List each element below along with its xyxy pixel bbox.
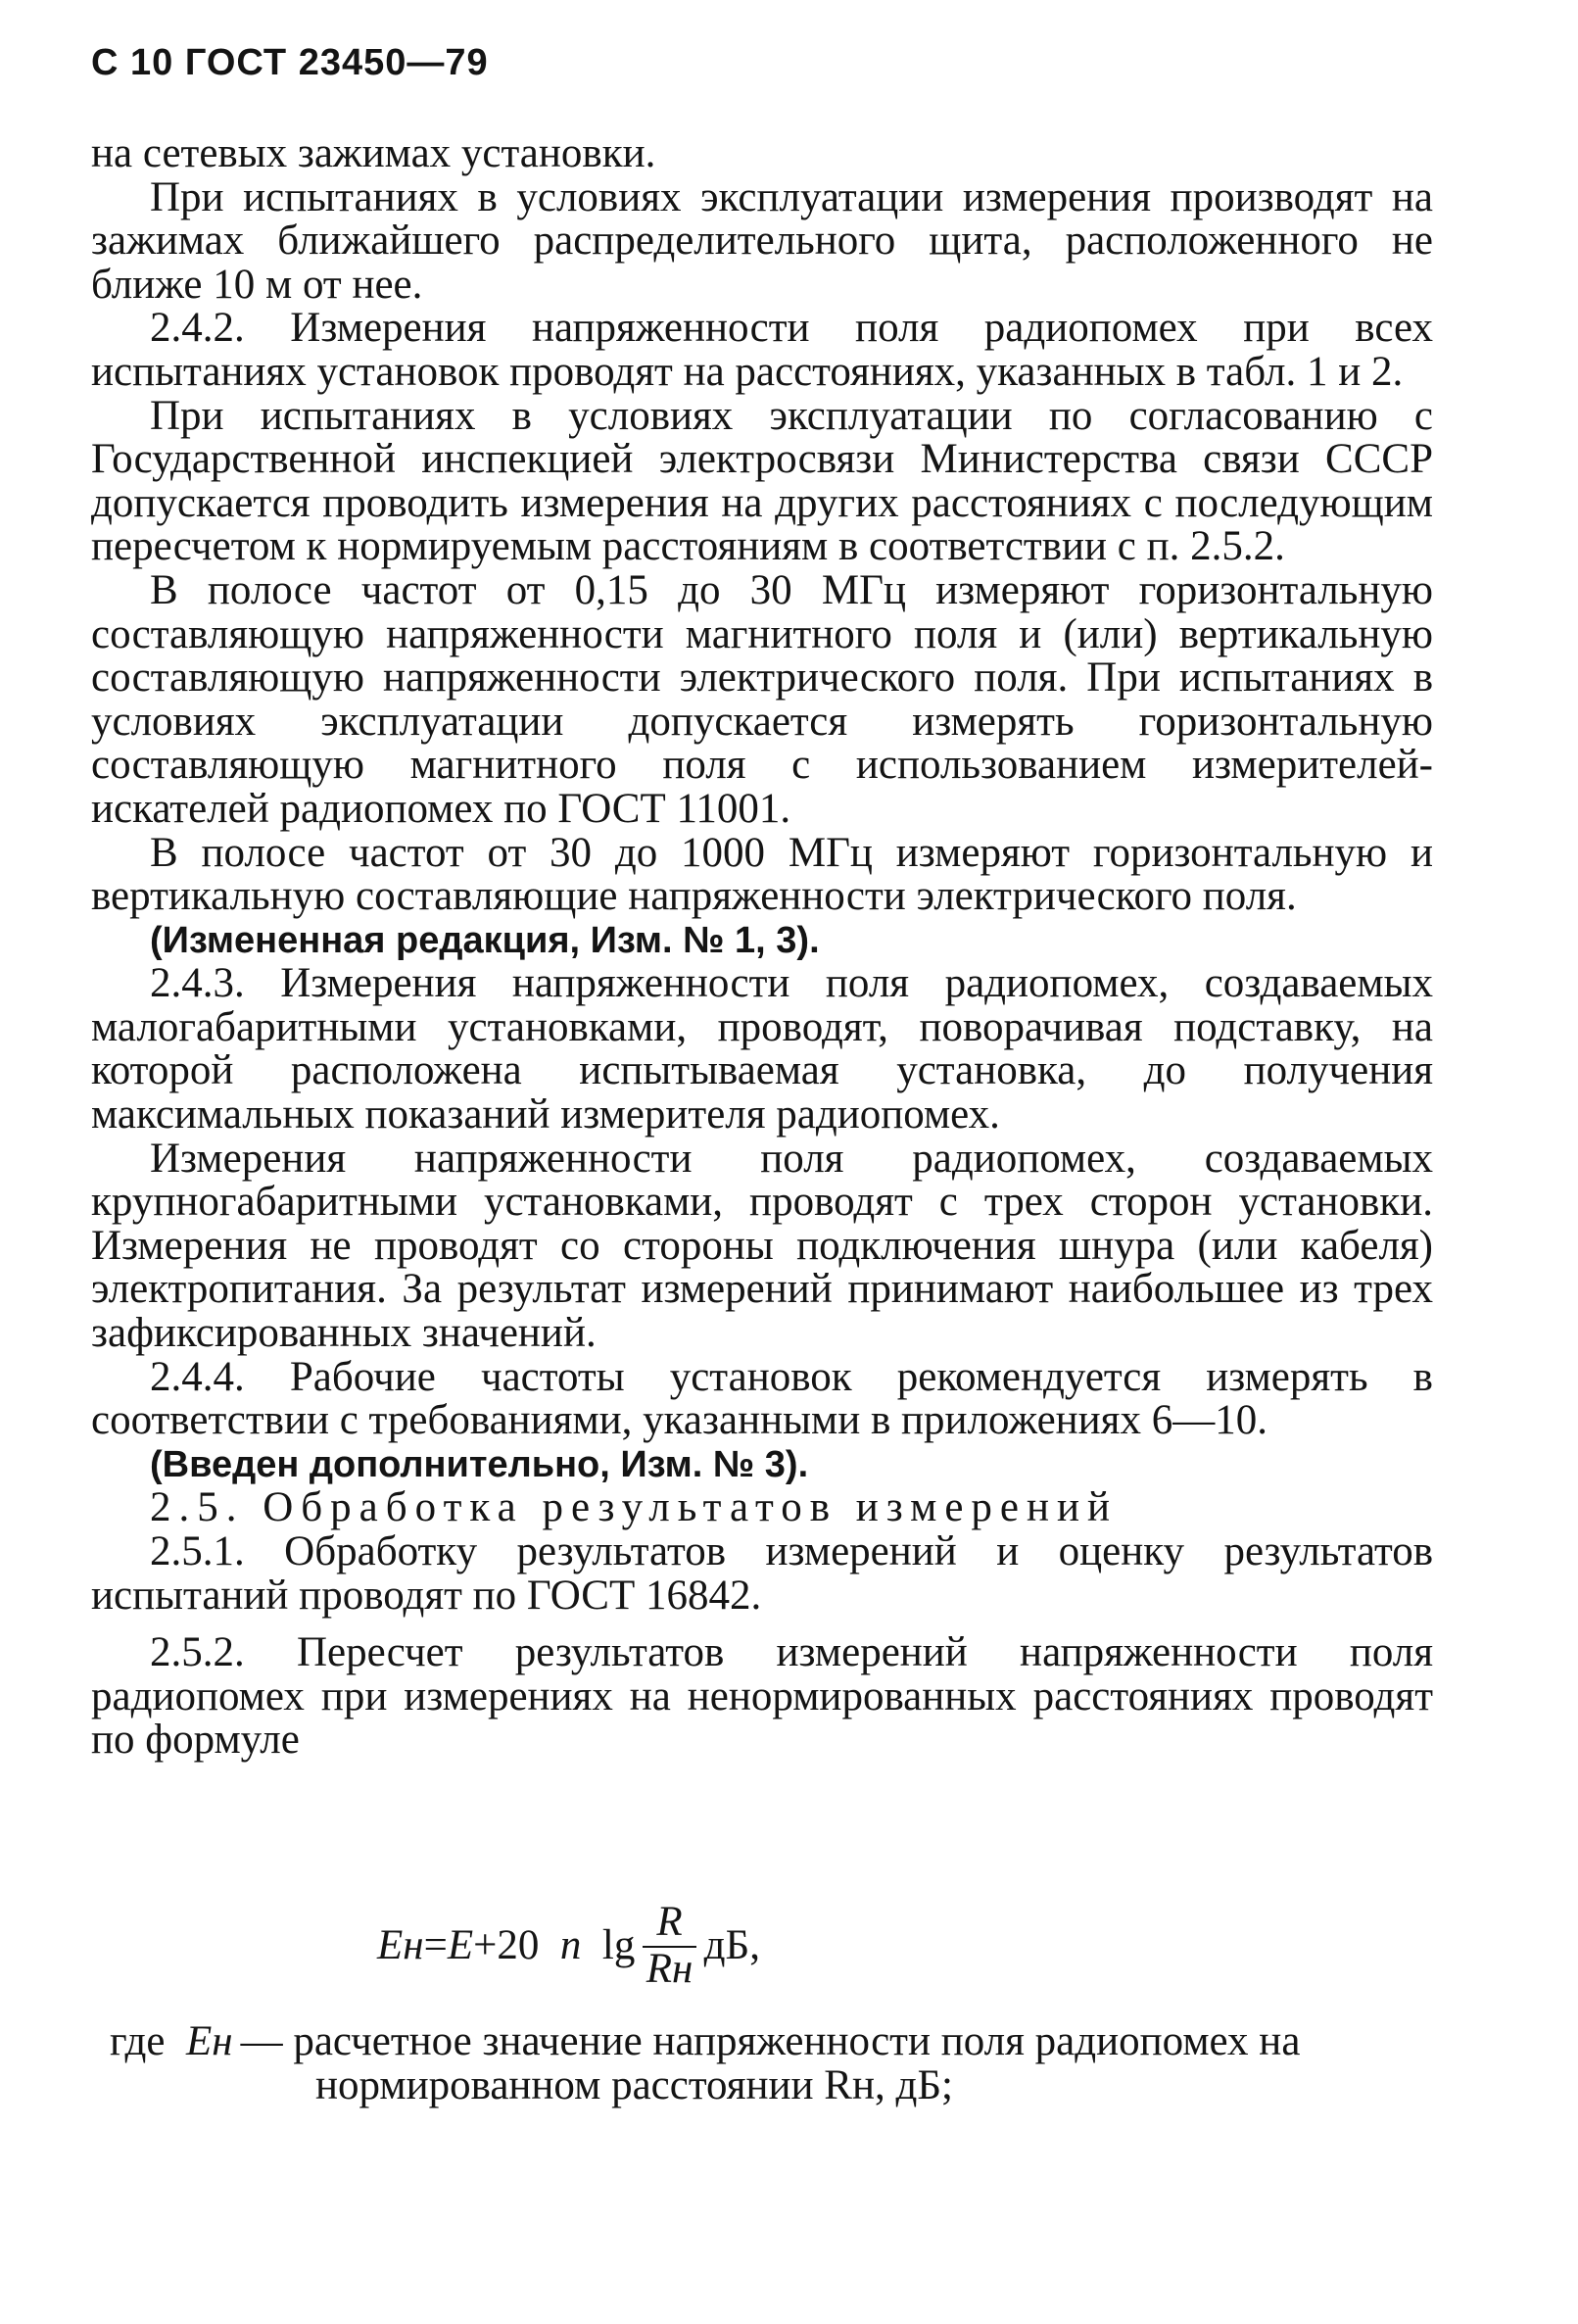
- legend-line-2: нормированном расстоянии Rн, дБ;: [315, 2061, 954, 2108]
- formula-e: E: [447, 1921, 474, 1968]
- paragraph: 2.4.2. Измерения напряженности поля радиопомех при всех испытаниях установок проводят на расстояниях, указанных в табл. 1 и 2.: [91, 305, 1433, 395]
- legend-line-1: — расчетное значение напряженности поля радиопомех на: [240, 2018, 1301, 2064]
- formula-lg: lg: [601, 1921, 636, 1968]
- formula: [377, 1901, 760, 1991]
- paragraph: (Измененная редакция, Изм. № 1, 3).: [150, 919, 820, 961]
- paragraph: При испытаниях в условиях эксплуатации измерения производят на зажимах ближайшего распределительного щита, расположенного не ближе 10 м от нее.: [91, 173, 1433, 308]
- formula-denominator: Rн: [646, 1946, 693, 1992]
- formula-n: n: [559, 1921, 582, 1968]
- legend-symbol: Eн: [185, 2018, 233, 2064]
- paragraph: 2.4.3. Измерения напряженности поля радиопомех, создаваемых малогабаритными установками, проводят, поворачивая подставку, на которой расположена испытываемая установка, до получения максимальных показаний измерителя радиопомех.: [91, 960, 1433, 1138]
- paragraph: При испытаниях в условиях эксплуатации по согласованию с Государственной инспекцией электросвязи Министерства связи СССР допускается проводить измерения на других расстояниях с последующим пересчетом к нормируемым расстояниям в соответствии с п. 2.5.2.: [91, 392, 1433, 570]
- formula-eq: =: [423, 1921, 448, 1968]
- formula-lhs: Eн: [377, 1921, 424, 1968]
- paragraph: 2.5. Обработка результатов измерений: [150, 1484, 1119, 1531]
- paragraph: на сетевых зажимах установки.: [91, 130, 656, 176]
- legend-lead: где: [110, 2018, 166, 2064]
- paragraph: 2.5.1. Обработку результатов измерений и оценку результатов испытаний проводят по ГОСТ 16842.: [91, 1528, 1433, 1619]
- page-header: С 10 ГОСТ 23450—79: [91, 42, 489, 83]
- formula-legend: [110, 2020, 1442, 2107]
- paragraph: Измерения напряженности поля радиопомех, создаваемых крупногабаритными установками, проводят с трех сторон установки. Измерения не проводят со стороны подключения шнура (или кабеля) электропитания. За результат измерений принимают наибольшее из трех зафиксированных значений.: [91, 1135, 1433, 1357]
- formula-fraction: [643, 1901, 695, 1991]
- body-text: [91, 132, 1433, 1763]
- paragraph: В полосе частот от 30 до 1000 МГц измеряют горизонтальную и вертикальную составляющие напряженности электрического поля.: [91, 829, 1433, 920]
- paragraph: (Введен дополнительно, Изм. № 3).: [150, 1443, 809, 1485]
- paragraph: 2.4.4. Рабочие частоты установок рекомендуется измерять в соответствии с требованиями, указанными в приложениях 6—10.: [91, 1353, 1433, 1444]
- paragraph: В полосе частот от 0,15 до 30 МГц измеряют горизонтальную составляющую напряженности магнитного поля и (или) вертикальную составляющую напряженности электрического поля. При испытаниях в условиях эксплуатации допускается измерять горизонтальную составляющую магнитного поля с использованием измерителей-искателей радиопомех по ГОСТ 11001.: [91, 566, 1433, 832]
- paragraph: 2.5.2. Пересчет результатов измерений напряженности поля радиопомех при измерениях на ненормированных расстояниях проводят по формуле: [91, 1629, 1433, 1764]
- formula-unit: дБ,: [703, 1921, 760, 1968]
- formula-plus: +20: [473, 1921, 540, 1968]
- formula-numerator: R: [643, 1901, 695, 1948]
